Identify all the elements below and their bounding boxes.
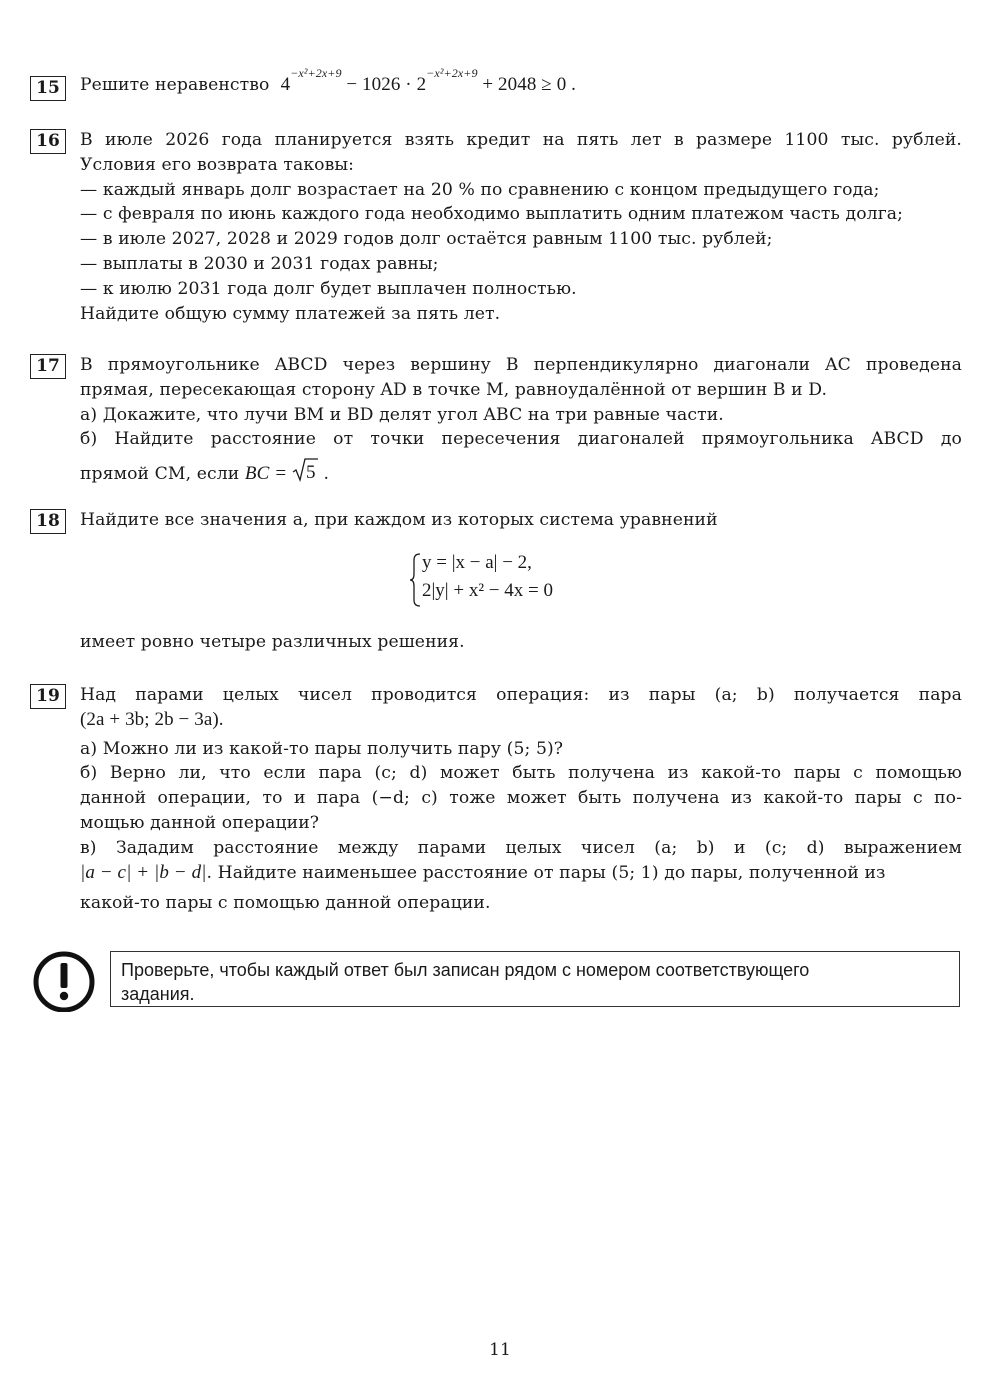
task-line: а) Докажите, что лучи BM и BD делят угол ABC на три равные части. bbox=[80, 404, 724, 425]
task-line: б) Верно ли, что если пара (c; d) может быть получена из какой-то пары с помощью bbox=[80, 763, 962, 784]
task-line: имеет ровно четыре различных решения. bbox=[80, 631, 465, 652]
task-line: Условия его возврата таковы: bbox=[80, 154, 355, 175]
answer-notice bbox=[30, 948, 962, 1012]
notice-text: Проверьте, чтобы каждый ответ был записан рядом с номером соответствующего bbox=[121, 960, 810, 980]
task-number: 16 bbox=[30, 129, 66, 154]
task-17 bbox=[30, 353, 962, 491]
task-line: В прямоугольнике ABCD через вершину B перпендикулярно диагонали AC проведена bbox=[80, 355, 962, 375]
task-text bbox=[80, 683, 962, 916]
sqrt-value: 5 bbox=[305, 462, 316, 484]
task-number: 17 bbox=[30, 354, 66, 379]
page-number: 11 bbox=[489, 1340, 511, 1360]
task-line: — выплаты в 2030 и 2031 годах равны; bbox=[80, 253, 439, 274]
task-line: прямой CM, если BC = 5 . bbox=[80, 457, 962, 491]
task-line: Найдите все значения a, при каждом из которых система уравнений bbox=[80, 510, 718, 530]
task-15 bbox=[30, 66, 962, 98]
operation-formula: (2a + 3b; 2b − 3a). bbox=[80, 708, 224, 730]
task-line: какой-то пары с помощью данной операции. bbox=[80, 893, 491, 914]
task-line: данной операции, то и пара (−d; c) тоже может быть получена из какой-то пары с по- bbox=[80, 788, 962, 809]
task-19 bbox=[30, 683, 962, 916]
task-line: б) Найдите расстояние от точки пересечения диагоналей прямоугольника ABCD до bbox=[80, 429, 962, 450]
exclamation-circle-icon bbox=[32, 948, 96, 1012]
task-line: — к июлю 2031 года долг будет выплачен полностью. bbox=[80, 278, 577, 299]
bc-formula: BC = bbox=[244, 463, 292, 485]
inequality-formula: $4^{-x^2+2x+9} - 1026 \cdot 2^{-x^2+2x+9} + 2048 \ge 0$ . bbox=[280, 66, 576, 95]
task-line: Найдите общую сумму платежей за пять лет. bbox=[80, 303, 501, 324]
task-line: — с февраля по июнь каждого года необходимо выплатить одним платежом часть долга; bbox=[80, 204, 904, 225]
task-text bbox=[80, 128, 962, 326]
task-line: — в июле 2027, 2028 и 2029 годов долг остаётся равным 1100 тыс. рублей; bbox=[80, 229, 773, 250]
notice-text: задания. bbox=[121, 984, 195, 1004]
task-text bbox=[80, 353, 962, 491]
task-16 bbox=[30, 128, 962, 326]
task-line: а) Можно ли из какой-то пары получить пару (5; 5)? bbox=[80, 738, 564, 759]
task-line: в) Зададим расстояние между парами целых чисел (a; b) и (c; d) выражением bbox=[80, 837, 962, 858]
task-line: |a − c| + |b − d|. Найдите наименьшее расстояние от пары (5; 1) до пары, полученной из bbox=[80, 861, 886, 883]
task-number: 19 bbox=[30, 684, 66, 709]
task-line: Над парами целых чисел проводится операция: из пары (a; b) получается пара bbox=[80, 685, 962, 705]
task-text: Решите неравенство $4^{-x^2+2x+9} - 1026 \cdot 2^{-x^2+2x+9} + 2048 \ge 0$ . bbox=[80, 66, 576, 95]
sqrt-symbol bbox=[292, 457, 318, 491]
system-equation-1: y = |x − a| − 2, bbox=[422, 552, 532, 573]
task-line: В июле 2026 года планируется взять кредит на пять лет в размере 1100 тыс. рублей. bbox=[80, 130, 962, 150]
task-line: прямая, пересекающая сторону AD в точке M, равноудалённой от вершин B и D. bbox=[80, 379, 828, 400]
task-line: — каждый январь долг возрастает на 20 % по сравнению с концом предыдущего года; bbox=[80, 179, 880, 200]
task-number: 15 bbox=[30, 76, 66, 101]
system-equation-2: 2|y| + x² − 4x = 0 bbox=[422, 580, 553, 601]
curly-brace-icon bbox=[410, 552, 422, 608]
task-number: 18 bbox=[30, 509, 66, 534]
task-line: мощью данной операции? bbox=[80, 812, 320, 833]
distance-formula: |a − c| + |b − d| bbox=[80, 861, 207, 883]
notice-text-box bbox=[110, 951, 960, 1007]
